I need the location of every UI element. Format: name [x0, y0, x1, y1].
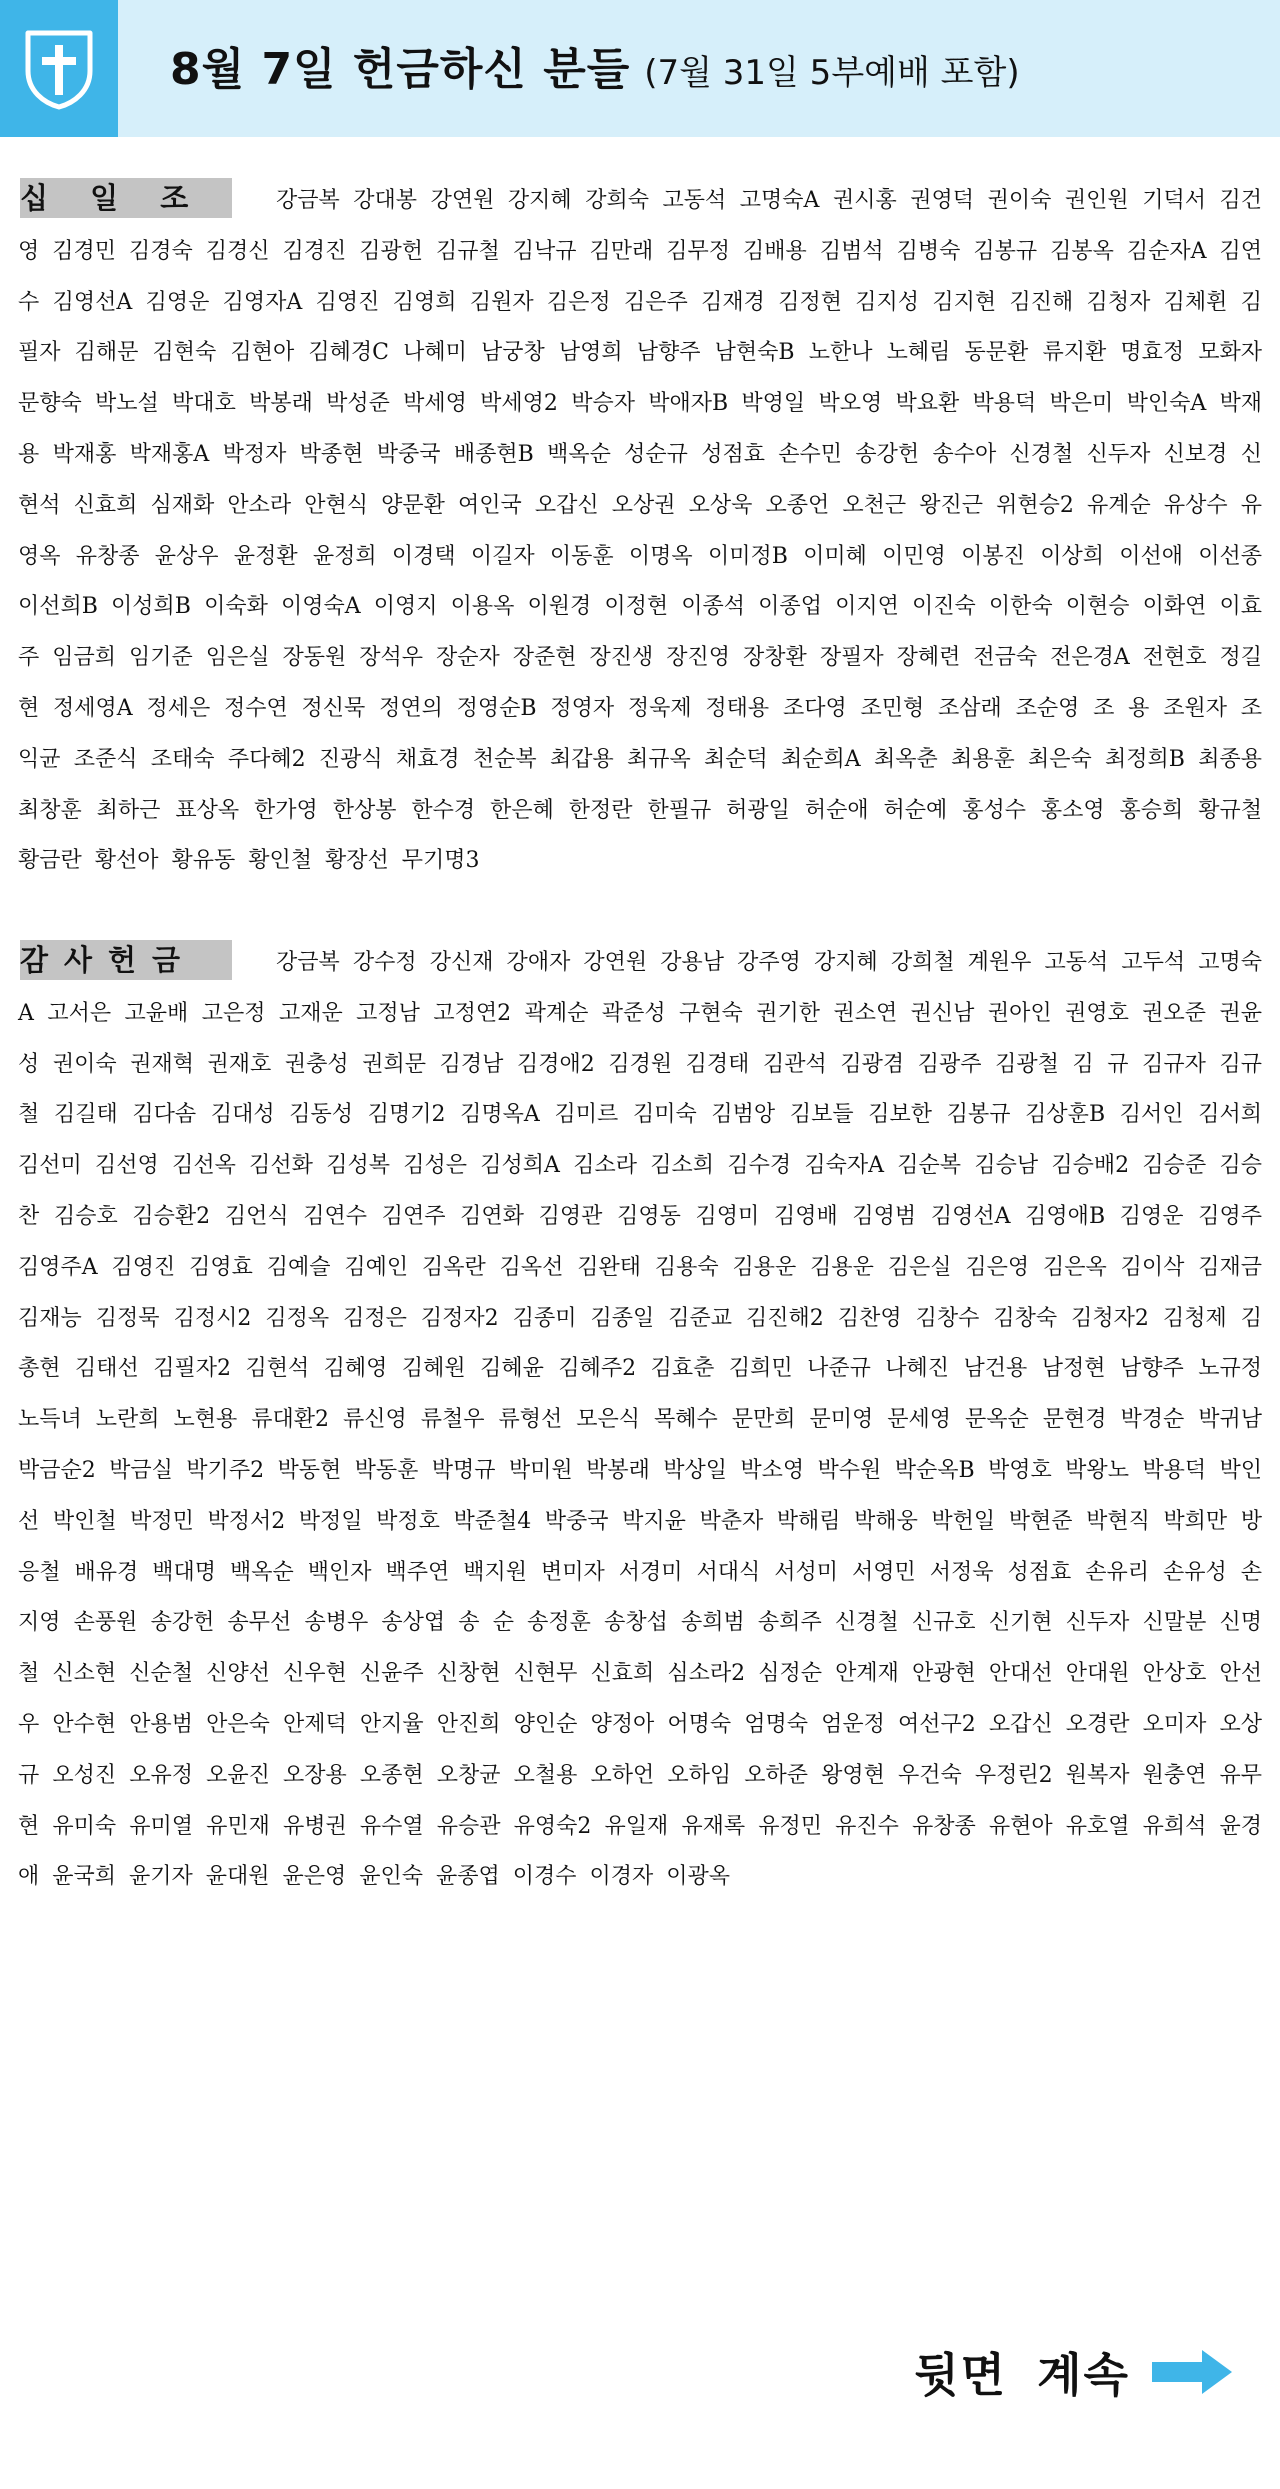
- header-banner: [0, 0, 1280, 137]
- thanksgiving-name-list: [18, 938, 1262, 1903]
- continued-on-back: [914, 2340, 1232, 2404]
- title-main: 8월 7일 헌금하신 분들: [170, 44, 631, 95]
- cross-shield-icon: [0, 0, 118, 137]
- tithe-section: [18, 176, 1262, 887]
- thanksgiving-section: [18, 938, 1262, 1903]
- tithe-names: 강금복 강대봉 강연원 강지혜 강희숙 고동석 고명숙A 권시홍 권영덕 권이숙 권인원 기덕서 김건영 김경민 김경숙 김경신 김경진 김광헌 김규철 김낙규 김만래 김무정 김배용 김범석 김병숙 김봉규 김봉옥 김순자A 김연수 김영선A 김영운 김영자A 김영진 김영희 김원자 김은정 김은주 김재경 김정현 김지성 김지현 김진해 김청자 김체휜 김필자 김해문 김현숙 김현아 김혜경C 나혜미 남궁창 남영희 남향주 남현숙B 노한나 노혜림 동문환 류지환 명효정 모화자 문향숙 박노설 박대호 박봉래 박성준 박세영 박세영2 박승자 박애자B 박영일 박오영 박요환 박용덕 박은미 박인숙A 박재용 박재홍 박재홍A 박정자 박종현 박중국 배종현B 백옥순 성순규 성점효 손수민 송강헌 송수아 신경철 신두자 신보경 신현석 신효희 심재화 안소라 안현식 양문환 여인국 오갑신 오상권 오상욱 오종언 오천근 왕진근 위현승2 유계순 유상수 유영옥 유창종 윤상우 윤정환 윤정희 이경택 이길자 이동훈 이명옥 이미정B 이미혜 이민영 이봉진 이상희 이선애 이선종 이선희B 이성희B 이숙화 이영숙A 이영지 이용옥 이원경 이정현 이종석 이종업 이지연 이진숙 이한숙 이현승 이화연 이효주 임금희 임기준 임은실 장동원 장석우 장순자 장준현 장진생 장진영 장창환 장필자 장혜련 전금숙 전은경A 전현호 정길현 정세영A 정세은 정수연 정신묵 정연의 정영순B 정영자 정욱제 정태용 조다영 조민형 조삼래 조순영 조 용 조원자 조익균 조준식 조태숙 주다혜2 진광식 채효경 천순복 최갑용 최규옥 최순덕 최순희A 최옥춘 최용훈 최은숙 최정희B 최종용 최창훈 최하근 표상옥 한가영 한상봉 한수경 한은혜 한정란 한필규 허광일 허순애 허순예 홍성수 홍소영 홍승희 황규철 황금란 황선아 황유동 황인철 황장선 무기명3: [18, 188, 1262, 874]
- continued-text: 뒷면 계속: [914, 2348, 1130, 2402]
- thanksgiving-names: 강금복 강수정 강신재 강애자 강연원 강용남 강주영 강지혜 강희철 계원우 고동석 고두석 고명숙A 고서은 고윤배 고은정 고재운 고정남 고정연2 곽계순 곽준성 구현숙 권기한 권소연 권신남 권아인 권영호 권오준 권윤성 권이숙 권재혁 권재호 권충성 권희문 김경남 김경애2 김경원 김경태 김관석 김광겸 김광주 김광철 김 규 김규자 김규철 김길태 김다솜 김대성 김동성 김명기2 김명옥A 김미르 김미숙 김범앙 김보들 김보한 김봉규 김상훈B 김서인 김서희 김선미 김선영 김선옥 김선화 김성복 김성은 김성희A 김소라 김소희 김수경 김숙자A 김순복 김승남 김승배2 김승준 김승찬 김승호 김승환2 김언식 김연수 김연주 김연화 김영관 김영동 김영미 김영배 김영범 김영선A 김영애B 김영운 김영주 김영주A 김영진 김영효 김예슬 김예인 김옥란 김옥선 김완태 김용숙 김용운 김용운 김은실 김은영 김은옥 김이삭 김재금 김재능 김정묵 김정시2 김정옥 김정은 김정자2 김종미 김종일 김준교 김진해2 김찬영 김창수 김창숙 김청자2 김청제 김총현 김태선 김필자2 김현석 김혜영 김혜원 김혜윤 김혜주2 김효춘 김희민 나준규 나혜진 남건용 남정현 남향주 노규정 노득녀 노란희 노현용 류대환2 류신영 류철우 류형선 모은식 목혜수 문만희 문미영 문세영 문옥순 문현경 박경순 박귀남 박금순2 박금실 박기주2 박동현 박동훈 박명규 박미원 박봉래 박상일 박소영 박수원 박순옥B 박영호 박왕노 박용덕 박인선 박인철 박정민 박정서2 박정일 박정호 박준철4 박중국 박지윤 박춘자 박해림 박해웅 박헌일 박현준 박현직 박희만 방응철 배유경 백대명 백옥순 백인자 백주연 백지원 변미자 서경미 서대식 서성미 서영민 서정욱 성점효 손유리 손유성 손지영 손풍원 송강헌 송무선 송병우 송상엽 송 순 송정훈 송창섭 송희범 송희주 신경철 신규호 신기현 신두자 신말분 신명철 신소현 신순철 신양선 신우현 신윤주 신창현 신현무 신효희 심소라2 심정순 안계재 안광현 안대선 안대원 안상호 안선우 안수현 안용범 안은숙 안제덕 안지율 안진희 양인순 양정아 어명숙 엄명숙 엄운정 여선구2 오갑신 오경란 오미자 오상규 오성진 오유정 오윤진 오장용 오종현 오창균 오철용 오하언 오하임 오하준 왕영현 우건숙 우정린2 원복자 원충연 유무현 유미숙 유미열 유민재 유병권 유수열 유승관 유영숙2 유일재 유재록 유정민 유진수 유창종 유현아 유호열 유희석 윤경애 윤국희 윤기자 윤대원 윤은영 윤인숙 윤종엽 이경수 이경자 이광옥: [18, 950, 1262, 1890]
- tithe-label: 십 일 조: [20, 178, 232, 218]
- thanksgiving-label: 감사헌금: [20, 940, 232, 980]
- right-arrow-icon: [1152, 2350, 1232, 2394]
- tithe-name-list: [18, 176, 1262, 887]
- title-subtitle: (7월 31일 5부예배 포함): [644, 53, 1020, 93]
- page-title: [170, 40, 1020, 100]
